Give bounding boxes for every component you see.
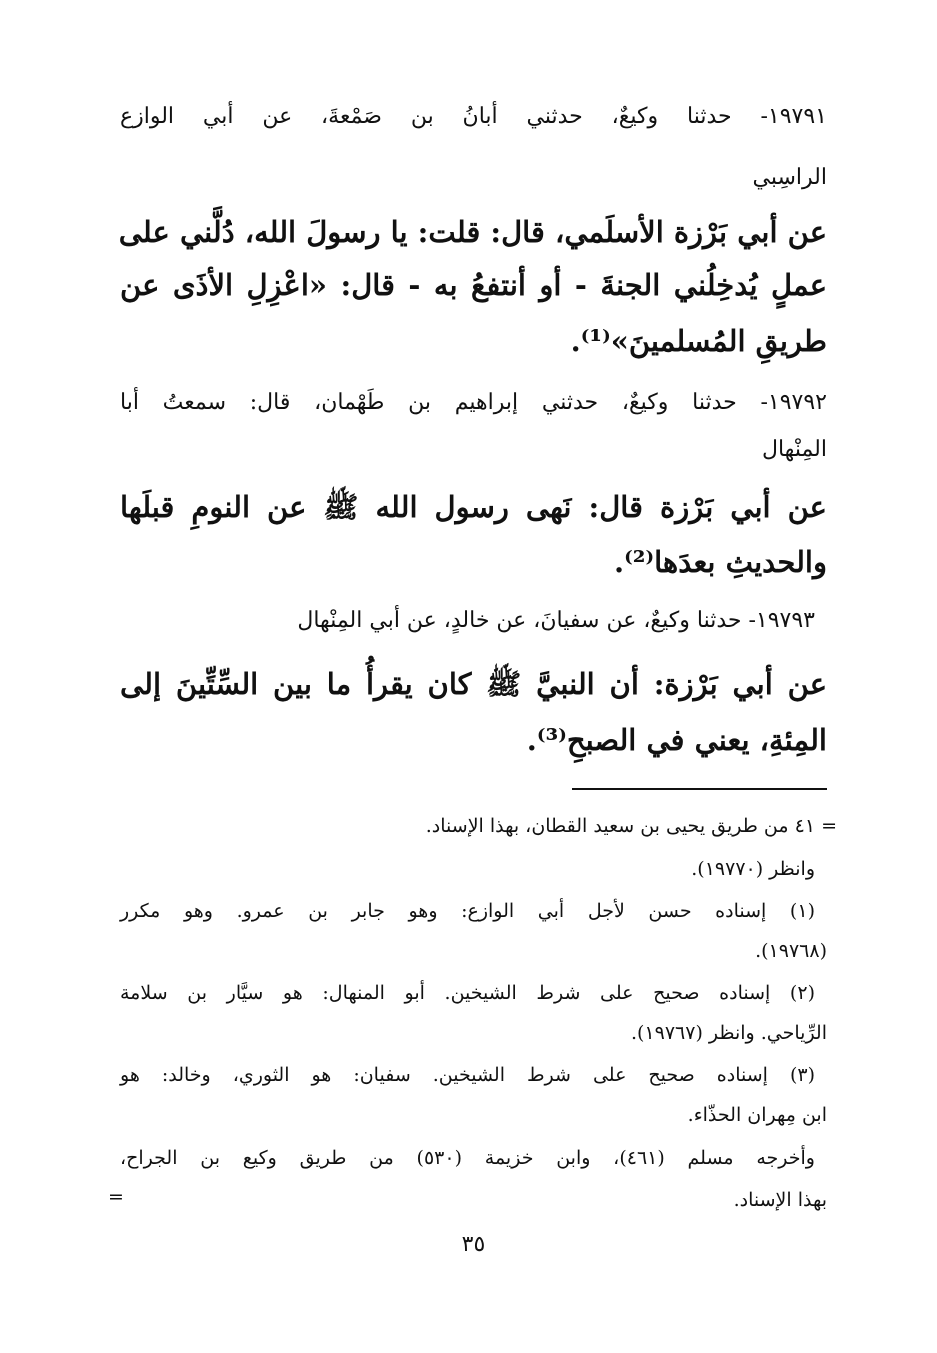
hadith-2-matn-line-1: عن أبي بَرْزة قال: نَهى رسول الله ﷺ عن النومِ قبلَها	[120, 490, 827, 524]
hadith-2-sanad-line-2: المِنْهال	[761, 437, 827, 462]
document-page	[108, 0, 837, 1353]
hadith-3-matn-line-2: المِئةِ، يعني في الصبحِ⁽³⁾.	[526, 723, 827, 757]
page-number: ٣٥	[461, 1232, 486, 1257]
footnote-line-2: وانظر (١٩٧٧٠).	[691, 858, 815, 880]
footnote-line-7: (٣) إسناده صحيح على شرط الشيخين. سفيان: هو الثوري، وخالد: هو	[120, 1064, 815, 1086]
footnote-line-4: (١٩٧٦٨).	[755, 940, 827, 962]
footnote-line-5: (٢) إسناده صحيح على شرط الشيخين. أبو المنهال: هو سيَّار بن سلامة	[120, 982, 815, 1004]
footnote-line-3: (١) إسناده حسن لأجل أبي الوازع: وهو جابر بن عمرو. وهو مكرر	[120, 900, 815, 922]
hadith-2-matn-line-2: والحديثِ بعدَها⁽²⁾.	[614, 545, 827, 579]
hadith-2-sanad-line-1: ١٩٧٩٢- حدثنا وكيعٌ، حدثني إبراهيم بن طَهْمان، قال: سمعتُ أبا	[120, 390, 827, 415]
hadith-1-matn-line-3: طريقِ المُسلمينَ»⁽¹⁾.	[570, 324, 827, 358]
footnote-line-6: الرِّياحي. وانظر (١٩٧٦٧).	[630, 1022, 827, 1044]
footnote-divider	[572, 788, 827, 790]
hadith-1-matn-line-1: عن أبي بَرْزة الأسلَمي، قال: قلت: يا رسولَ الله، دُلَّني على	[118, 215, 827, 249]
hadith-3-matn-line-1: عن أبي بَرْزة: أن النبيَّ ﷺ كان يقرأُ ما بين السِّتِّينَ إلى	[120, 667, 827, 701]
continuation-mark: =	[108, 1186, 124, 1208]
hadith-1-matn-line-2: عملٍ يُدخِلُني الجنةَ - أو أنتفعُ به - قال: «اعْزِلِ الأذَى عن	[120, 268, 827, 302]
footnote-line-10: بهذا الإسناد.	[733, 1189, 827, 1211]
footnote-line-1: = ٤١ من طريق يحيى بن سعيد القطان، بهذا الإسناد.	[425, 815, 837, 837]
footnote-line-9: وأخرجه مسلم (٤٦١)، وابن خزيمة (٥٣٠) من طريق وكيع بن الجراح،	[120, 1147, 815, 1169]
hadith-1-sanad-line-1: ١٩٧٩١- حدثنا وكيعٌ، حدثني أبانُ بن صَمْعةَ، عن أبي الوازع	[120, 104, 827, 129]
hadith-3-sanad-line-1: ١٩٧٩٣- حدثنا وكيعٌ، عن سفيانَ، عن خالدٍ، عن أبي المِنْهال	[297, 608, 815, 633]
footnote-line-8: ابن مِهران الحذّاء.	[687, 1104, 827, 1126]
hadith-1-sanad-line-2: الراسِبي	[752, 165, 827, 190]
